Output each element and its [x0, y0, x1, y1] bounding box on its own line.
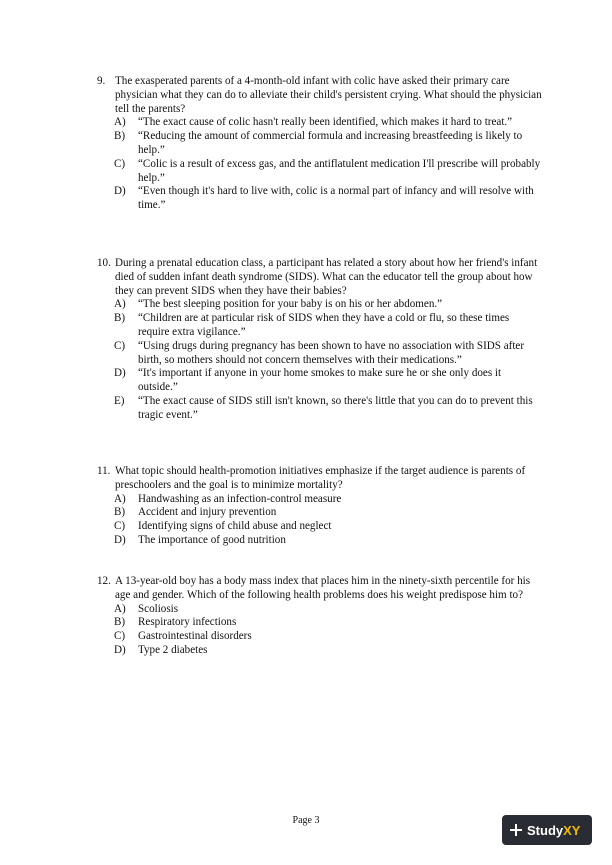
question-number: 12. [97, 575, 111, 587]
answer-option-b [97, 506, 542, 520]
option-text: The importance of good nutrition [138, 533, 286, 546]
option-text: Gastrointestinal disorders [138, 630, 252, 643]
option-letter: B) [114, 312, 126, 325]
option-letter: B) [114, 506, 126, 519]
answer-option-b [97, 130, 542, 158]
answer-option-d [97, 534, 542, 548]
question-stem-block [97, 465, 542, 493]
option-text: Scoliosis [138, 602, 179, 615]
option-letter: C) [114, 157, 126, 170]
option-letter: D) [114, 643, 126, 656]
question-11 [97, 465, 542, 548]
option-text: “The exact cause of colic hasn't really been identified, which makes it hard to treat.” [138, 116, 513, 129]
studyxy-logo [502, 815, 592, 845]
question-12 [97, 575, 542, 658]
option-letter: D) [114, 367, 126, 380]
option-letter: B) [114, 130, 126, 143]
page-number: Page 3 [292, 815, 320, 826]
logo-text-xy: XY [563, 822, 581, 838]
answer-option-a [97, 116, 542, 130]
option-text: “Even though it's hard to live with, colic is a normal part of infancy and will resolve with time.” [138, 185, 534, 212]
option-letter: A) [114, 298, 126, 311]
question-stem-block [97, 75, 542, 116]
question-stem: What topic should health-promotion initiatives emphasize if the target audience is parents of preschoolers and the goal is to minimize mortality? [115, 465, 526, 491]
option-letter: A) [114, 116, 126, 129]
option-letter: D) [114, 533, 126, 546]
question-stem-block [97, 257, 542, 298]
answer-option-c [97, 158, 542, 186]
question-number: 11. [97, 465, 111, 477]
answer-option-c [97, 340, 542, 368]
answer-option-a [97, 298, 542, 312]
option-text: “Colic is a result of excess gas, and the antiflatulent medication I'll prescribe will probably help.” [138, 157, 541, 184]
question-stem: During a prenatal education class, a participant has related a story about how her friend's infant died of sudden infant death syndrome (SIDS). What can the educator tell the group about how they can prevent SIDS when they have their babies? [115, 257, 538, 297]
plus-icon [510, 824, 522, 836]
answer-option-a [97, 493, 542, 507]
answer-option-c [97, 630, 542, 644]
answer-option-b [97, 312, 542, 340]
question-number: 9. [97, 75, 106, 87]
option-text: Respiratory infections [138, 616, 237, 629]
answer-option-c [97, 520, 542, 534]
option-letter: D) [114, 185, 126, 198]
option-letter: A) [114, 492, 126, 505]
question-10 [97, 257, 542, 423]
answer-option-d [97, 185, 542, 213]
question-number: 10. [97, 257, 111, 269]
answer-options [97, 298, 542, 422]
option-letter: C) [114, 630, 126, 643]
option-text: “It's important if anyone in your home smokes to make sure he or she only does it outside.” [138, 367, 502, 394]
answer-option-e [97, 395, 542, 423]
option-text: Handwashing as an infection-control measure [138, 492, 342, 505]
option-text: Identifying signs of child abuse and neglect [138, 520, 332, 533]
option-text: “Children are at particular risk of SIDS when they have a cold or flu, so these times require extra vigilance.” [138, 312, 510, 338]
question-stem: The exasperated parents of a 4-month-old infant with colic have asked their primary care physician what they can do to alleviate their child's persistent crying. What should the physician tell the parents? [115, 75, 542, 115]
answer-option-a [97, 603, 542, 617]
option-text: “The exact cause of SIDS still isn't known, so there's little that you can do to prevent this tragic event.” [138, 394, 533, 421]
option-text: “The best sleeping position for your baby is on his or her abdomen.” [138, 298, 443, 311]
option-letter: E) [114, 394, 125, 407]
question-9 [97, 75, 542, 213]
option-letter: B) [114, 616, 126, 629]
option-letter: A) [114, 602, 126, 615]
option-text: Accident and injury prevention [138, 506, 277, 519]
answer-options [97, 603, 542, 658]
answer-options [97, 116, 542, 213]
question-stem-block [97, 575, 542, 603]
option-text: Type 2 diabetes [138, 643, 208, 656]
option-letter: C) [114, 339, 126, 352]
answer-option-d [97, 367, 542, 395]
answer-option-b [97, 616, 542, 630]
answer-options [97, 493, 542, 548]
option-text: “Using drugs during pregnancy has been shown to have no association with SIDS after birth, so mothers should not concern themselves with their medications.” [138, 339, 525, 366]
answer-option-d [97, 644, 542, 658]
option-letter: C) [114, 520, 126, 533]
question-stem: A 13-year-old boy has a body mass index that places him in the ninety-sixth percentile for his age and gender. Which of the following health problems does his weight predispose him to? [115, 575, 531, 601]
option-text: “Reducing the amount of commercial formula and increasing breastfeeding is likely to help.” [138, 130, 523, 156]
logo-text-study: Study [527, 822, 564, 838]
